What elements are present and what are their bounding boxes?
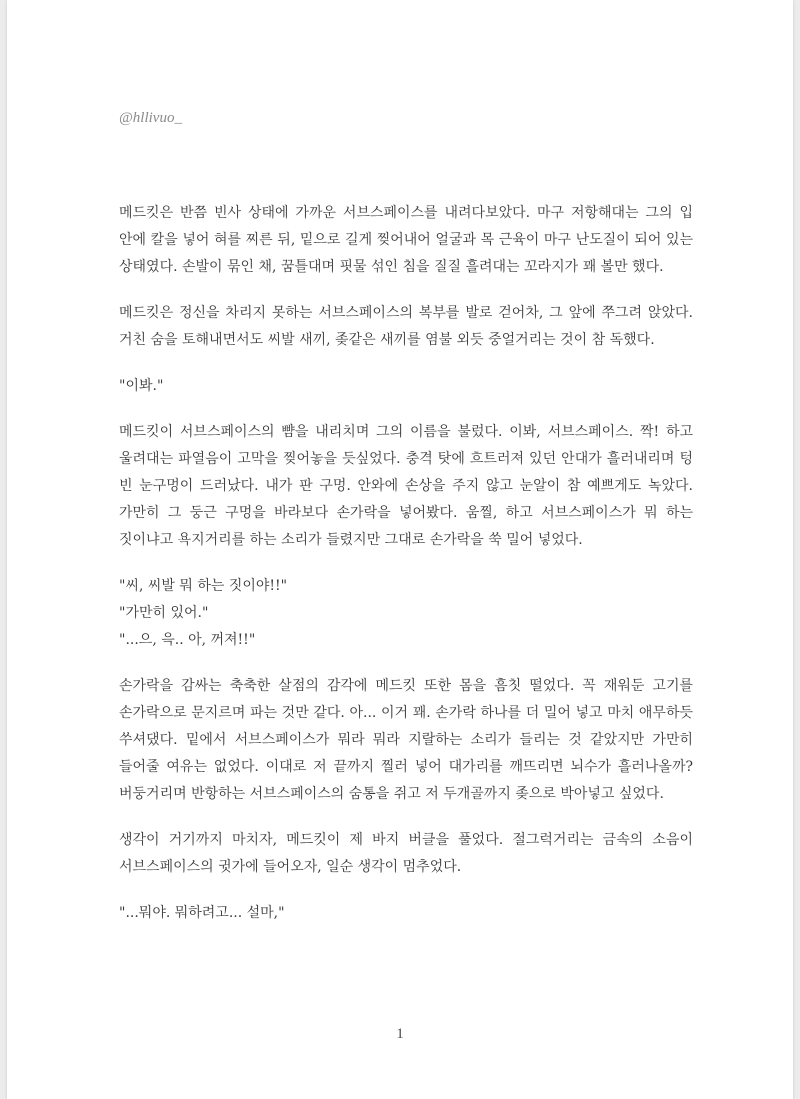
story-body [119,200,693,927]
author-handle: @hllivuo_ [119,110,182,126]
paragraph: 메드킷이 서브스페이스의 뺨을 내리치며 그의 이름을 불렀다. 이봐, 서브스페이스. 짝! 하고 울려대는 파열음이 고막을 찢어놓을 듯싶었다. 충격 탓에 흐트러져 있던 안대가 흘러내리며 텅 빈 눈구멍이 드러났다. 내가 판 구멍. 안와에 손상을 주지 않고 눈알이 참 예쁘게도 녹았다. 가만히 그 둥근 구멍을 바라보다 손가락을 넣어봤다. 움찔, 하고 서브스페이스가 뭐 하는 짓이냐고 욕지거리를 하는 소리가 들렸지만 그대로 손가락을 쑥 밀어 넣었다. [119,424,693,548]
paragraph: 생각이 거기까지 마치자, 메드킷이 제 바지 버클을 풀었다. 절그럭거리는 금속의 소음이 서브스페이스의 귓가에 들어오자, 일순 생각이 멈추었다. [119,832,693,875]
dialogue-line: "...뭐야. 뭐하려고... 설마," [119,905,285,921]
dialogue-line: "이봐." [119,378,164,394]
dialogue-line: "씨, 씨발 뭐 하는 짓이야!!" [119,578,288,594]
page-number: 1 [396,1026,404,1042]
document-page [7,0,793,1099]
paragraph: 메드킷은 정신을 차리지 못하는 서브스페이스의 복부를 발로 걷어차, 그 앞에 쭈그려 앉았다. 거친 숨을 토해내면서도 씨발 새끼, 좆같은 새끼를 염불 외듯 중얼거리는 것이 참 독했다. [119,305,693,348]
paragraph: 메드킷은 반쯤 빈사 상태에 가까운 서브스페이스를 내려다보았다. 마구 저항해대는 그의 입 안에 칼을 넣어 혀를 찌른 뒤, 밑으로 길게 찢어내어 얼굴과 목 근육이 마구 난도질이 되어 있는 상태였다. 손발이 묶인 채, 꿈틀대며 핏물 섞인 침을 질질 흘려대는 꼬라지가 꽤 볼만 했다. [119,205,693,275]
dialogue-line: "가만히 있어." [119,605,209,621]
dialogue-line: "...으, 윽.. 아, 꺼져!!" [119,632,256,648]
paragraph: 손가락을 감싸는 축축한 살점의 감각에 메드킷 또한 몸을 흠칫 떨었다. 꼭 재워둔 고기를 손가락으로 문지르며 파는 것만 같다. 아... 이거 꽤. 손가락 하나를 더 밀어 넣고 마치 애무하듯 쑤셔댔다. 밑에서 서브스페이스가 뭐라 뭐라 지랄하는 소리가 들리는 것 같았지만 가만히 들어줄 여유는 없었다. 이대로 저 끝까지 찔러 넣어 대가리를 깨뜨리면 뇌수가 흘러나올까? 버둥거리며 반항하는 서브스페이스의 숨통을 쥐고 저 두개골까지 좆으로 박아넣고 싶었다. [119,678,693,802]
